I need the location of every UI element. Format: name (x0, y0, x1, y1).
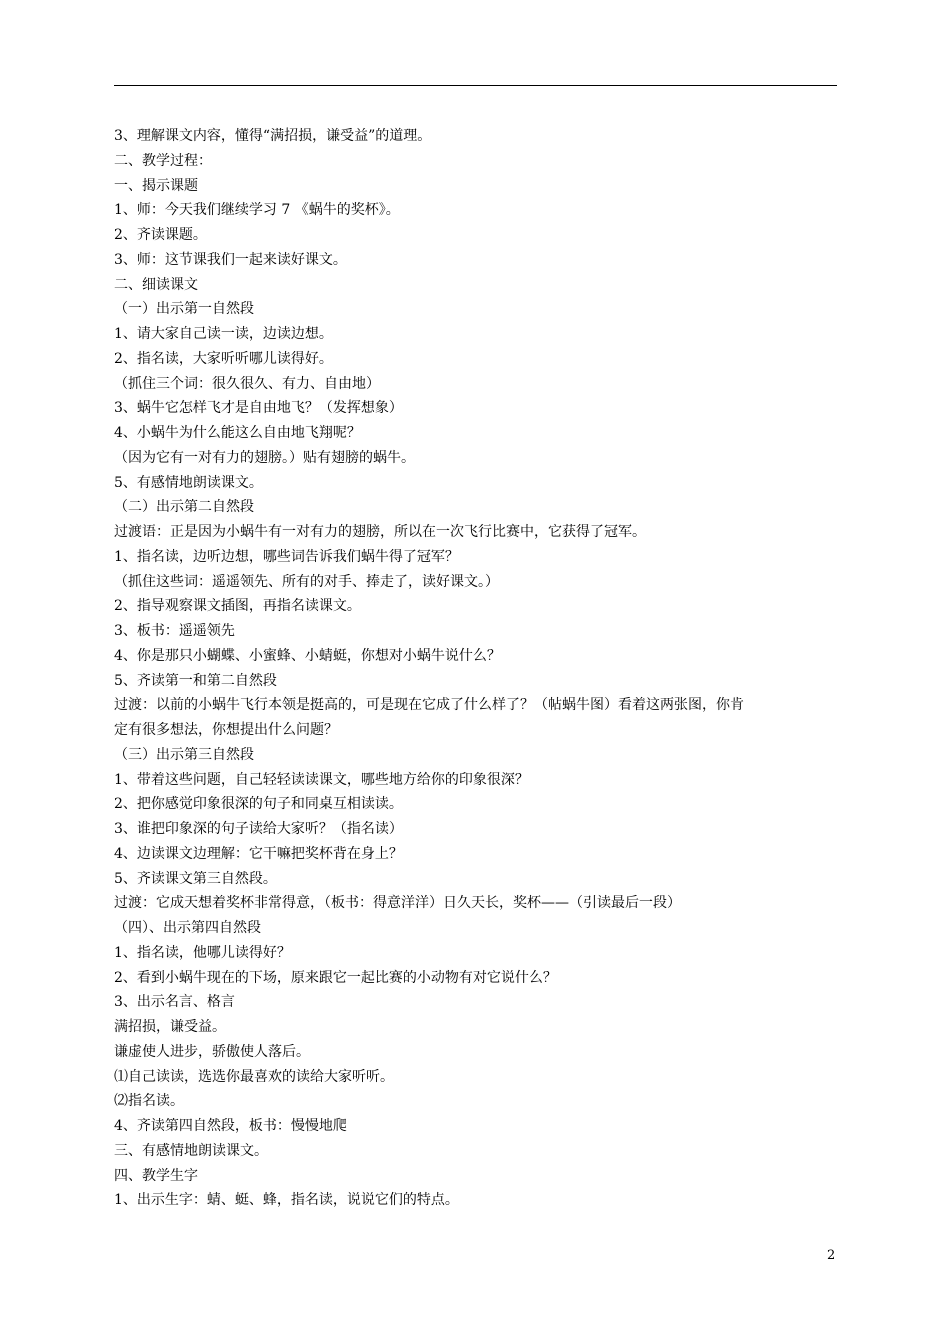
text-line: 5、有感情地朗读课文。 (114, 474, 263, 491)
text-line: 3、板书：遥遥领先 (114, 623, 235, 639)
text-line: 过渡：它成天想着奖杯非常得意，（板书：得意洋洋）日久天长，奖杯——（引读最后一段） (114, 895, 681, 912)
text-line: 满招损，谦受益。 (114, 1019, 226, 1035)
subsection-heading: （二）出示第二自然段 (114, 499, 254, 516)
text-line: ⑴自己读读，选选你最喜欢的读给大家听听。 (114, 1068, 394, 1085)
text-line: 过渡：以前的小蜗牛飞行本领是挺高的，可是现在它成了什么样了？（帖蜗牛图）看着这两张图，你肯 (114, 697, 744, 714)
section-heading: 二、教学过程： (114, 152, 212, 169)
page-number: 2 (827, 1248, 836, 1263)
text-line: 3、谁把印象深的句子读给大家听？（指名读） (114, 821, 403, 837)
section-heading: 三、有感情地朗读课文。 (114, 1142, 268, 1159)
subsection-heading: （三）出示第三自然段 (114, 746, 254, 763)
text-line: 过渡语：正是因为小蜗牛有一对有力的翅膀，所以在一次飞行比赛中，它获得了冠军。 (114, 524, 646, 540)
text-line: 4、你是那只小蝴蝶、小蜜蜂、小蜻蜓，你想对小蜗牛说什么？ (114, 647, 501, 664)
text-line: 2、指导观察课文插图，再指名读课文。 (114, 598, 361, 615)
text-line: 4、小蜗牛为什么能这么自由地飞翔呢？ (114, 425, 361, 441)
text-line: 4、边读课文边理解：它干嘛把奖杯背在身上？ (114, 845, 403, 862)
subsection-heading: （一）出示第一自然段 (114, 301, 254, 318)
section-heading: 四、教学生字 (114, 1167, 198, 1184)
text-line: （因为它有一对有力的翅膀。）贴有翅膀的蜗牛。 (114, 449, 415, 466)
text-line: ⑵指名读。 (114, 1093, 184, 1110)
text-line: （抓住三个词：很久很久、有力、自由地） (114, 375, 380, 392)
text-line: 3、出示名言、格言 (114, 994, 235, 1011)
text-line: 2、指名读，大家听听哪儿读得好。 (114, 350, 333, 367)
text-line: 1、请大家自己读一读，边读边想。 (114, 326, 333, 342)
text-line: 3、师：这节课我们一起来读好课文。 (114, 251, 347, 268)
text-line: 5、齐读课文第三自然段。 (114, 870, 277, 887)
section-heading: 二、细读课文 (114, 276, 198, 293)
text-line: 谦虚使人进步，骄傲使人落后。 (114, 1043, 310, 1060)
text-line: 1、带着这些问题，自己轻轻读读课文，哪些地方给你的印象很深？ (114, 771, 529, 788)
text-line: 1、指名读，他哪儿读得好？ (114, 944, 291, 961)
text-line: 4、齐读第四自然段，板书：慢慢地爬 (114, 1118, 347, 1134)
text-line: 2、把你感觉印象很深的句子和同桌互相读读。 (114, 796, 403, 813)
text-line: 2、看到小蜗牛现在的下场，原来跟它一起比赛的小动物有对它说什么？ (114, 969, 557, 986)
text-line: 5、齐读第一和第二自然段 (114, 672, 277, 689)
text-line: 3、蜗牛它怎样飞才是自由地飞？（发挥想象） (114, 400, 403, 417)
text-line: 3、理解课文内容，懂得“满招损，谦受益”的道理。 (114, 128, 432, 144)
text-line: 1、出示生字：蜻、蜓、蜂，指名读，说说它们的特点。 (114, 1192, 459, 1209)
header-rule (114, 85, 837, 86)
text-line: 2、齐读课题。 (114, 227, 207, 243)
section-heading: 一、揭示课题 (114, 177, 198, 194)
text-line: 1、师：今天我们继续学习 7 《蜗牛的奖杯》。 (114, 202, 400, 219)
text-line: （抓住这些词：遥遥领先、所有的对手、捧走了，读好课文。） (114, 573, 499, 590)
text-line: 定有很多想法，你想提出什么问题？ (114, 722, 338, 738)
document-body (114, 124, 844, 1213)
text-line: 1、指名读，边听边想，哪些词告诉我们蜗牛得了冠军？ (114, 548, 459, 565)
subsection-heading: （四）、出示第四自然段 (114, 920, 261, 936)
